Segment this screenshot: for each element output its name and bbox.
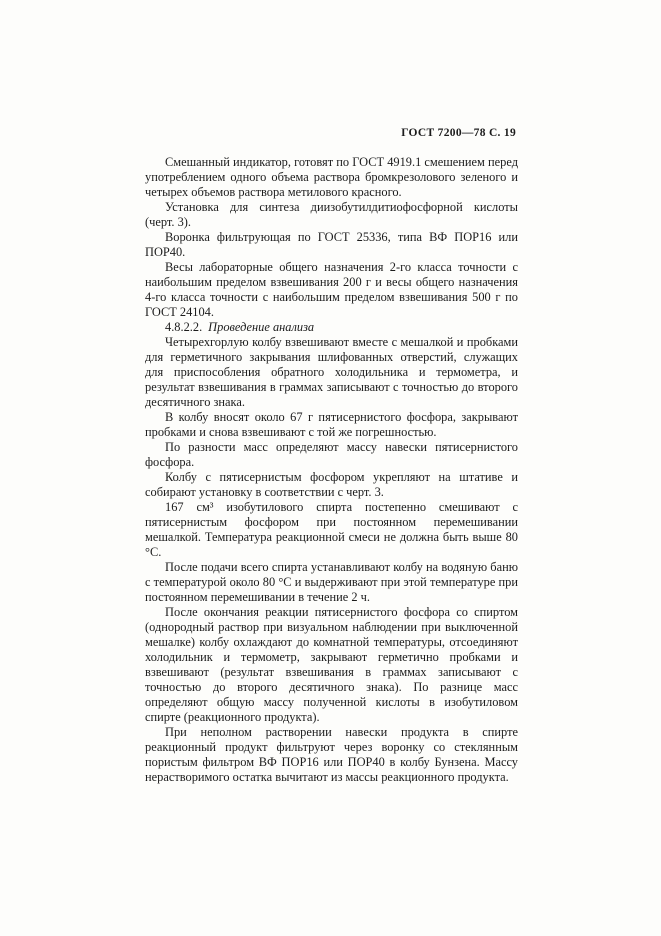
paragraph-lab-scales: Весы лабораторные общего назначения 2-го класса точности с наибольшим пределом взвешивания 200 г и весы общего назначения 4-го класса точности с наибольшим пределом взвешивания 500 г по ГОСТ 24104.	[145, 260, 518, 319]
paragraph-synthesis-setup: Установка для синтеза диизобутилдитиофосфорной кислоты (черт. 3).	[145, 200, 518, 229]
page-header: ГОСТ 7200—78 С. 19	[401, 127, 516, 139]
paragraph-alcohol-mixing: 167 см³ изобутилового спирта постепенно смешивают с пятисернистым фосфором при постоянном перемешивании мешалкой. Температура реакционной смеси не должна быть выше 80 °С.	[145, 500, 518, 559]
paragraph-phosphorus-loading: В колбу вносят около 67 г пятисернистого фосфора, закрывают пробками и снова взвешивают с той же погрешностью.	[145, 410, 518, 439]
paragraph-assembly: Колбу с пятисернистым фосфором укрепляют на штативе и собирают установку в соответствии с черт. 3.	[145, 470, 518, 499]
paragraph-flask-weighing: Четырехгорлую колбу взвешивают вместе с мешалкой и пробками для герметичного закрывания шлифованных отверстий, служащих для приспособления обратного холодильника и термометра, и результат взвешивания в граммах записывают с точностью до второго десятичного знака.	[145, 335, 518, 409]
paragraph-mixed-indicator: Смешанный индикатор, готовят по ГОСТ 4919.1 смешением перед употреблением одного объема раствора бромкрезолового зеленого и четырех объемов раствора метилового красного.	[145, 155, 518, 199]
section-heading	[145, 320, 518, 335]
paragraph-water-bath: После подачи всего спирта устанавливают колбу на водяную баню с температурой около 80 °С и выдерживают при этой температуре при постоянном перемешивании в течение 2 ч.	[145, 560, 518, 604]
paragraph-mass-difference: По разности масс определяют массу навески пятисернистого фосфора.	[145, 440, 518, 469]
paragraph-filtration: При неполном растворении навески продукта в спирте реакционный продукт фильтруют через воронку со стеклянным пористым фильтром ВФ ПОР16 или ПОР40 в колбу Бунзена. Массу нерастворимого остатка вычитают из массы реакционного продукта.	[145, 725, 518, 784]
document-body	[145, 155, 518, 785]
paragraph-filter-funnel: Воронка фильтрующая по ГОСТ 25336, типа ВФ ПОР16 или ПОР40.	[145, 230, 518, 259]
section-title: Проведение анализа	[208, 320, 315, 334]
paragraph-reaction-end: После окончания реакции пятисернистого фосфора со спиртом (однородный раствор при визуальном наблюдении при выключенной мешалке) колбу охлаждают до комнатной температуры, отсоединяют холодильник и термометр, закрывают герметично пробками и взвешивают (результат взвешивания в граммах записывают с точностью до второго десятичного знака). По разнице масс определяют общую массу полученной кислоты в изобутиловом спирте (реакционного продукта).	[145, 605, 518, 724]
section-number: 4.8.2.2.	[165, 320, 203, 334]
